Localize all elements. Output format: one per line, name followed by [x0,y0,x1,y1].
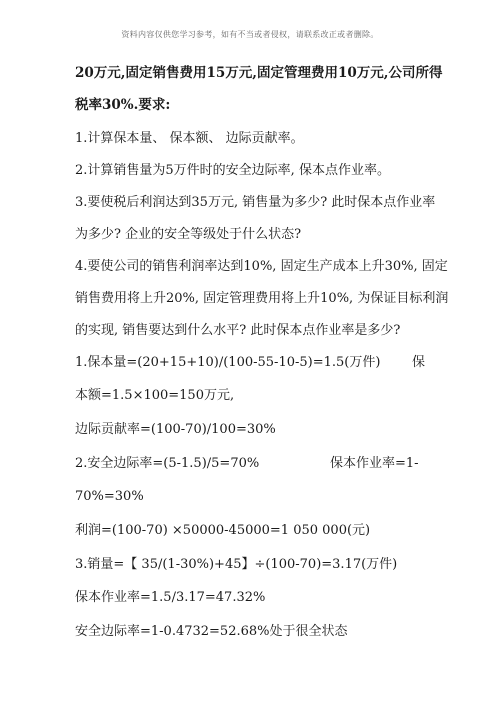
answer-2-safety-margin: 2.安全边际率=(5-1.5)/5=70% [75,456,260,471]
answer-3-safety-margin: 安全边际率=1-0.4732=52.68%处于很全状态 [75,624,348,639]
answer-1-formula-tail: 保 [412,355,426,370]
answer-2-breakeven-rate: 保本作业率=1- [330,456,419,471]
answer-3-breakeven-rate: 保本作业率=1.5/3.17=47.32% [75,590,266,605]
disclaimer-header: 资料内容仅供您学习参考，如有不当或者侵权，请联系改正或者删除。 [121,30,379,39]
answer-1-margin-rate: 边际贡献率=(100-70)/100=30% [75,422,276,437]
question-3-cont: 为多少? 企业的安全等级处于什么状态? [75,227,302,242]
question-4-cont-1: 销售费用将上升20%, 固定管理费用将上升10%, 为保证目标利润 [75,291,449,306]
question-1: 1.计算保本量、 保本额、 边际贡献率。 [75,131,304,146]
answer-1-amount: 本额=1.5×100=150万元, [75,388,235,403]
question-4-cont-2: 的实现, 销售要达到什么水平? 此时保本点作业率是多少? [75,323,401,338]
answer-3-sales: 3.销量=【 35/(1-30%)+45】÷(100-70)=3.17(万件) [75,557,398,572]
question-4: 4.要使公司的销售利润率达到10%, 固定生产成本上升30%, 固定 [75,259,448,274]
text-line-2: 税率30%.要求: [75,97,171,113]
answer-1-formula: 1.保本量=(20+15+10)/(100-55-10-5)=1.5(万件) [75,355,381,370]
question-3: 3.要使税后利润达到35万元, 销售量为多少? 此时保本点作业率 [75,195,436,210]
question-2: 2.计算销售量为5万件时的安全边际率, 保本点作业率。 [75,163,390,178]
answer-2-profit: 利润=(100-70) ×50000-45000=1 050 000(元) [75,523,371,538]
answer-2-breakeven-rate-cont: 70%=30% [75,489,144,504]
text-line-1: 20万元,固定销售费用15万元,固定管理费用10万元,公司所得 [75,65,443,81]
